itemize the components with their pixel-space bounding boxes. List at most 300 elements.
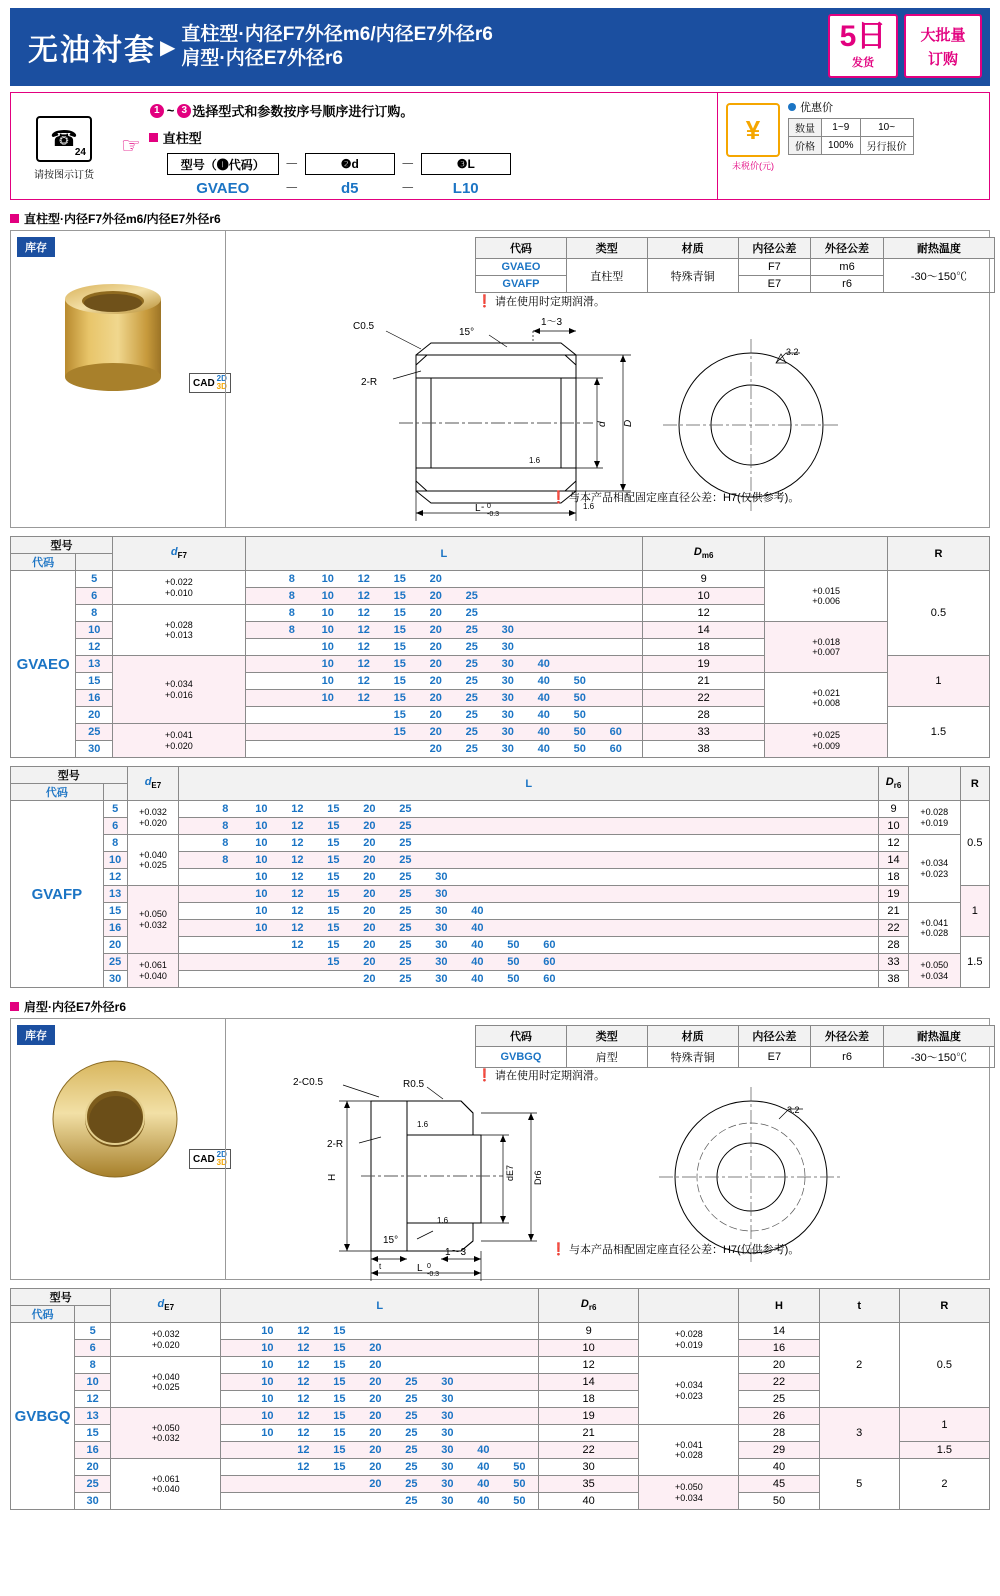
dim-1to3: 1～3 [541,317,563,328]
cell-d: 5 [75,1323,111,1340]
order-type-label-row [149,128,717,147]
price-title: 优惠价 [800,102,833,114]
cell-R: 1.5 [887,707,989,758]
price-price-c1: 100% [822,137,861,155]
technical-drawing-1 [231,313,871,518]
square-bullet-icon [149,133,158,142]
section-1-heading [10,210,990,227]
cell-D: 9 [879,801,909,818]
ra-16a: 1.6 [529,456,541,465]
cell-L-values: 10 12 15 20 25 30 [221,1408,539,1425]
cell-D: 12 [539,1357,639,1374]
cad-3d-label-2: 3D [216,1158,227,1167]
dim2-L: L [417,1263,423,1274]
cell-d: 10 [76,622,113,639]
cell-R: 0.5 [960,801,989,886]
dim2-D: Dr6 [533,1170,543,1185]
order-field-row [167,153,717,175]
spec2-idtol: E7 [738,1047,811,1068]
note-lubrication-text-1: 请在使用时定期润滑。 [494,296,605,308]
cell-D: 22 [539,1442,639,1459]
spec2-h-code: 代码 [476,1026,567,1047]
cell-d: 6 [103,818,127,835]
tbl1-h-Dtol [765,537,888,571]
cell-R: 1.5 [960,937,989,988]
badge-5day-value: 5日 [839,20,887,53]
header-subtitle-2: 肩型·内径E7外径r6 [181,48,343,69]
cell-D: 14 [879,852,909,869]
cell-L-values: 15 20 25 30 40 50 60 [179,954,879,971]
cell-D: 22 [879,920,909,937]
cell-R: 1 [887,656,989,707]
note-fit-1 [551,489,799,505]
tbl3-h-Dtol [639,1289,739,1323]
cell-d: 30 [75,1493,111,1510]
table-row [11,835,990,852]
cell-R: 0.5 [899,1323,989,1408]
price-qty-c2: 10~ [860,119,913,137]
cell-D: 21 [642,673,765,690]
cell-d: 8 [103,835,127,852]
cell-H: 14 [739,1323,819,1340]
spec-h-type-1: 类型 [566,238,647,259]
cell-D: 14 [642,622,765,639]
cell-D: 22 [642,690,765,707]
cad-2d-label-1: 2D [216,374,227,383]
tbl1-h-model: 型号 [11,537,113,554]
price-table-wrap [788,99,914,155]
cell-H: 40 [739,1459,819,1476]
cell-D-tolerance: +0.050 +0.034 [639,1476,739,1510]
cell-D-tolerance: +0.015 +0.006 [765,571,888,622]
cell-H: 16 [739,1340,819,1357]
cell-D: 14 [539,1374,639,1391]
cell-L-values: 10 12 15 20 25 30 [179,886,879,903]
cell-d: 30 [103,971,127,988]
table-row [11,801,990,818]
cell-d: 12 [76,639,113,656]
cell-D: 35 [539,1476,639,1493]
tbl2-h-d-wrap: $d_{E7}$ [127,767,179,801]
cell-L-values: 10 12 15 20 25 30 40 50 [245,673,642,690]
tax-note: 未税价(元) [732,161,774,171]
page-title: 无油衬套 [28,34,156,67]
cell-L-values: 10 12 15 20 25 30 [221,1374,539,1391]
cell-d-tolerance: +0.022 +0.010 [113,571,246,605]
spec-code-gvaeo: GVAEO [476,259,567,276]
dim-L-tol-up: 0 [487,503,491,510]
cell-d: 20 [76,707,113,724]
cell-d-tolerance: +0.034 +0.016 [113,656,246,724]
spec-idtol-gvafp: E7 [738,276,811,293]
tbl2-h-L: L [179,767,879,801]
order-instruction-bar [10,92,990,200]
cell-d: 30 [76,741,113,758]
cell-D: 10 [879,818,909,835]
cell-D: 38 [642,741,765,758]
ra-16b: 1.6 [583,502,595,511]
cell-D-tolerance: +0.021 +0.008 [765,673,888,724]
tbl2-h-model: 型号 [11,767,128,784]
dim-L-tol-dn: -0.3 [487,511,500,518]
dimension-table-gvaeo [10,536,990,758]
cell-L-values: 20 25 30 40 50 [221,1476,539,1493]
tbl1-h-L: L [245,537,642,571]
dim-d: d [597,421,608,427]
cell-D-tolerance: +0.034 +0.023 [639,1357,739,1425]
cell-D: 40 [539,1493,639,1510]
catalog-page [0,8,1000,1596]
cell-D-tolerance: +0.028 +0.019 [908,801,960,835]
cell-D-tolerance: +0.028 +0.019 [639,1323,739,1357]
cell-D: 19 [539,1408,639,1425]
cell-H: 25 [739,1391,819,1408]
section-1-title: 直柱型·内径F7外径m6/内径E7外径r6 [24,212,221,226]
model-code-cell: GVAEO [11,571,76,758]
cell-L-values: 25 30 40 50 [221,1493,539,1510]
dim2-15deg: 15° [383,1235,399,1246]
cell-D-tolerance: +0.018 +0.007 [765,622,888,673]
phone-glyph: ☎ [50,125,78,151]
section-2-heading [10,998,990,1015]
price-qty-label: 数量 [789,119,822,137]
table-row [11,886,990,903]
cell-d: 20 [75,1459,111,1476]
cell-d-tolerance: +0.050 +0.032 [111,1408,221,1459]
note-fit-2 [551,1241,799,1257]
cell-d: 5 [103,801,127,818]
price-table [788,118,914,155]
cell-d-tolerance: +0.028 +0.013 [113,605,246,656]
tbl3-h-model: 型号 [11,1289,111,1306]
table-row [11,724,990,741]
stock-badge-2: 库存 [17,1025,55,1045]
model-code-cell: GVBGQ [11,1323,75,1510]
cell-H: 50 [739,1493,819,1510]
cell-D: 10 [539,1340,639,1357]
section-1-panel [10,230,990,528]
badge-bulk-order [904,14,982,78]
spec2-h-idtol: 内径公差 [738,1026,811,1047]
cell-d: 20 [103,937,127,954]
cell-H: 28 [739,1425,819,1442]
cell-d: 5 [76,571,113,588]
cell-d: 10 [103,852,127,869]
cell-L-values: 15 20 25 30 40 50 60 [245,724,642,741]
price-title-row [788,99,914,115]
svg-text:-0.3: -0.3 [427,1271,440,1278]
cell-d-tolerance: +0.032 +0.020 [111,1323,221,1357]
table-row [11,1459,990,1476]
cell-d-tolerance: +0.050 +0.032 [127,886,179,954]
order-instruction-text: 选择型式和参数按序号顺序进行订购。 [192,104,414,119]
cell-D: 12 [879,835,909,852]
cell-D-tolerance: +0.041 +0.028 [908,903,960,954]
cell-d: 25 [103,954,127,971]
header-subtitles [181,23,492,71]
page-header [10,8,990,86]
cell-d-tolerance: +0.040 +0.025 [127,835,179,886]
cell-d-tolerance: +0.040 +0.025 [111,1357,221,1408]
cell-D: 10 [642,588,765,605]
cell-L-values: 10 12 15 [221,1323,539,1340]
cell-d: 8 [75,1357,111,1374]
cad-label-2: CAD [193,1153,215,1165]
header-subtitle-1: 直柱型·内径F7外径m6/内径E7外径r6 [181,24,493,46]
order-field-d[interactable]: ❷d [305,153,395,175]
header-badges [828,14,982,78]
tbl2-body [11,801,990,988]
spec-table-2 [475,1025,995,1068]
tbl2-header-row-1 [11,767,990,784]
svg-text:1.6: 1.6 [417,1120,429,1129]
cell-D: 38 [879,971,909,988]
note-fit-text-2: 与本产品相配固定座直径公差：H7(仅供参考)。 [568,1244,800,1256]
cell-D-tolerance: +0.034 +0.023 [908,835,960,903]
cell-L-values: 12 15 20 25 30 40 50 [221,1459,539,1476]
spec-row-gvaeo [476,259,995,276]
cell-L-values: 10 12 15 20 25 30 [221,1425,539,1442]
cell-L-values: 10 12 15 20 25 30 40 50 [245,690,642,707]
cell-L-values: 10 12 15 20 25 30 [221,1391,539,1408]
spec2-h-temp: 耐热温度 [883,1026,994,1047]
spec-header-row-2 [476,1026,995,1047]
tbl3-h-blank [75,1306,111,1323]
svg-text:-: - [481,502,485,513]
note-lubrication-1 [477,293,605,309]
tbl1-h-blank [76,554,113,571]
order-example-d: d5 [340,179,359,197]
cell-L-values: 10 12 15 20 [221,1357,539,1374]
cell-D: 12 [642,605,765,622]
step-3-icon: 3 [177,104,191,118]
cell-D-tolerance: +0.050 +0.034 [908,954,960,988]
cell-d: 13 [103,886,127,903]
spec-material-1: 特殊青铜 [647,259,738,293]
price-row-price [789,137,914,155]
tbl1-h-R: R [887,537,989,571]
square-bullet-icon-1 [10,214,19,223]
order-dash-2: － [400,156,415,172]
cell-d: 10 [75,1374,111,1391]
cell-t: 3 [819,1408,899,1459]
tbl1-header-row-1 [11,537,990,554]
dim-2r: 2-R [361,377,378,388]
spec-row-gvbgq [476,1047,995,1068]
cell-L-values: 10 12 15 20 [221,1340,539,1357]
cell-D: 18 [879,869,909,886]
dim-15deg: 15° [459,327,475,338]
spec2-temp: -30～150℃ [883,1047,994,1068]
spec2-h-material: 材质 [647,1026,738,1047]
spec2-code: GVBGQ [476,1047,567,1068]
spec2-type: 肩型 [566,1047,647,1068]
cell-D: 18 [642,639,765,656]
tbl3-h-code: 代码 [11,1306,75,1323]
section-2-panel [10,1018,990,1280]
cell-H: 29 [739,1442,819,1459]
svg-text:1.6: 1.6 [437,1216,449,1225]
square-bullet-icon-2 [10,1002,19,1011]
cell-d: 12 [75,1391,111,1408]
tbl2-h-code: 代码 [11,784,104,801]
tbl3-body [11,1323,990,1510]
tbl2-h-Dtol [908,767,960,801]
cell-D: 33 [879,954,909,971]
cell-D: 28 [642,707,765,724]
svg-text:0: 0 [427,1263,431,1270]
table-row [11,1323,990,1340]
cell-D-tolerance: +0.025 +0.009 [765,724,888,758]
cell-d: 13 [76,656,113,673]
dim-D: D [623,419,634,427]
tbl1-h-d-wrap: $d_{F7}$ [113,537,246,571]
order-field-model[interactable]: 型号（❶代码） [167,153,279,175]
cell-d: 15 [76,673,113,690]
spec-code-gvafp: GVAFP [476,276,567,293]
tbl3-h-t: t [819,1289,899,1323]
cell-L-values: 8 10 12 15 20 25 [179,852,879,869]
panel-divider-1 [225,231,226,527]
spec-h-material-1: 材质 [647,238,738,259]
order-example-dash-1: － [284,180,299,196]
cell-D: 19 [879,886,909,903]
order-dash-1: － [284,156,299,172]
section-2-title: 肩型·内径E7外径r6 [24,1000,127,1014]
tbl1-h-D-wrap: $D_{m6}$ [642,537,765,571]
cell-L-values: 10 12 15 20 25 30 [245,639,642,656]
tbl3-h-R: R [899,1289,989,1323]
tbl2-h-D-wrap: $D_{r6}$ [879,767,909,801]
order-example-dash-2: － [400,180,415,196]
cell-d-tolerance: +0.032 +0.020 [127,801,179,835]
cell-R: 1.5 [899,1442,989,1459]
order-example-model: GVAEO [196,179,250,197]
cell-L-values: 8 10 12 15 20 25 30 [245,622,642,639]
tbl3-h-L: L [221,1289,539,1323]
spec-h-odtol-1: 外径公差 [811,238,884,259]
cell-R: 0.5 [887,571,989,656]
cell-L-values: 8 10 12 15 20 25 [179,818,879,835]
cell-D: 19 [642,656,765,673]
cell-L-values: 8 10 12 15 20 [245,571,642,588]
step-1-icon: 1 [150,104,164,118]
svg-text:3.2: 3.2 [787,1105,800,1115]
table-row [11,1408,990,1425]
exclaim-icon-3: ❗ [477,1068,492,1082]
cell-R: 1 [960,886,989,937]
order-steps [145,93,717,199]
phone-icon [36,116,92,162]
cell-H: 22 [739,1374,819,1391]
cell-D: 21 [539,1425,639,1442]
order-example-row [167,178,717,198]
badge-5day-shipping [828,14,898,78]
cell-d: 8 [76,605,113,622]
badge-bulk-line1: 大批量 [920,26,966,44]
cell-d: 25 [76,724,113,741]
cell-d: 13 [75,1408,111,1425]
cell-L-values: 8 10 12 15 20 25 [245,588,642,605]
cell-L-values: 8 10 12 15 20 25 [179,801,879,818]
phone-24h-label: 24 [74,146,86,158]
tbl1-body [11,571,990,758]
tbl3-header-row-1 [11,1289,990,1306]
panel-divider-2 [225,1019,226,1279]
cell-H: 20 [739,1357,819,1374]
dim2-2c05: 2-C0.5 [293,1077,324,1088]
cell-L-values: 10 12 15 20 25 30 40 [245,656,642,673]
order-field-L[interactable]: ❸L [421,153,511,175]
spec2-h-odtol: 外径公差 [811,1026,884,1047]
spec-type-1: 直柱型 [566,259,647,293]
spec-table-1 [475,237,995,293]
order-type-label: 直柱型 [162,131,202,146]
order-instruction-line: 1 ~ 3 选择型式和参数按序号顺序进行订购。 [149,101,717,120]
cell-t: 2 [819,1323,899,1408]
exclaim-icon-4: ❗ [551,1242,566,1256]
price-block [717,93,989,199]
dim-c05: C0.5 [353,321,375,332]
exclaim-icon-1: ❗ [477,294,492,308]
dim2-1to3: 1～3 [445,1247,467,1258]
cell-L-values: 8 10 12 15 20 25 [179,835,879,852]
cell-R: 1 [899,1408,989,1442]
spec-idtol-gvaeo: F7 [738,259,811,276]
cell-d-tolerance: +0.041 +0.020 [113,724,246,758]
cell-D: 9 [539,1323,639,1340]
dim2-d: dE7 [505,1164,515,1181]
cell-H: 45 [739,1476,819,1493]
dim-L: L [475,503,481,514]
price-price-c2: 另行报价 [860,137,913,155]
cell-d: 6 [75,1340,111,1357]
cell-L-values: 12 15 20 25 30 40 [221,1442,539,1459]
cad-2d-label-2: 2D [216,1150,227,1159]
dim2-t: t [379,1262,382,1271]
tbl1-h-code: 代码 [11,554,76,571]
spec-h-temp-1: 耐热温度 [883,238,994,259]
note-lubrication-text-2: 请在使用时定期润滑。 [494,1070,605,1082]
badge-5day-label: 发货 [852,57,874,69]
tbl3-h-d-wrap: $d_{E7}$ [111,1289,221,1323]
cad-3d-label-1: 3D [216,382,227,391]
order-example-L: L10 [452,179,479,197]
cell-D: 33 [642,724,765,741]
note-fit-text-1: 与本产品相配固定座直径公差：H7(仅供参考)。 [568,492,800,504]
cell-D: 18 [539,1391,639,1408]
price-row-qty [789,119,914,137]
cell-L-values: 15 20 25 30 40 50 [245,707,642,724]
cad-label-1: CAD [193,377,215,389]
cell-D-tolerance: +0.041 +0.028 [639,1425,739,1476]
cell-d: 25 [75,1476,111,1493]
cell-R: 2 [899,1459,989,1510]
product-photo-straight [19,257,219,417]
spec2-h-type: 类型 [566,1026,647,1047]
cell-d: 6 [76,588,113,605]
tbl2-h-R: R [960,767,989,801]
cell-d: 16 [76,690,113,707]
cell-d-tolerance: +0.061 +0.040 [111,1459,221,1510]
spec-temp-1: -30～150℃ [883,259,994,293]
spec-h-idtol-1: 内径公差 [738,238,811,259]
cell-D: 28 [879,937,909,954]
cell-d: 16 [103,920,127,937]
cell-D: 30 [539,1459,639,1476]
product-photo-flanged [19,1045,219,1205]
tbl3-h-D-wrap: $D_{r6}$ [539,1289,639,1323]
